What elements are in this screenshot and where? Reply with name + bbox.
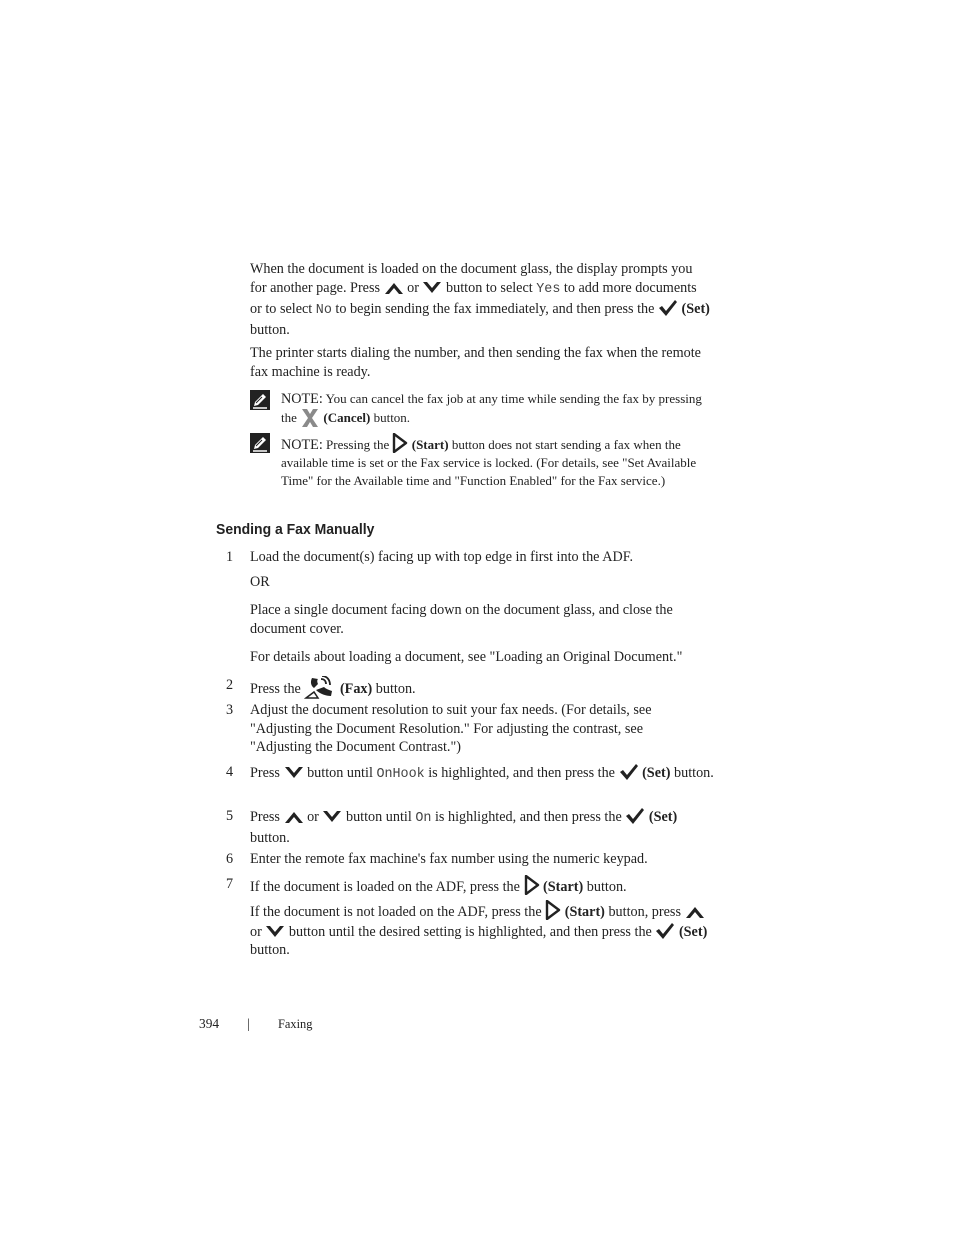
down-arrow-icon [265, 924, 285, 940]
step-number: 1 [226, 549, 234, 565]
step-7-not-loaded: If the document is not loaded on the ADF, press the (Start) button, press or button until the desired setting is highlighted, and then press the (Set) button. [250, 900, 715, 960]
step-number: 5 [226, 808, 234, 824]
cancel-x-icon [300, 408, 320, 428]
step-number: 7 [226, 876, 234, 892]
up-arrow-icon [284, 809, 304, 825]
note-pencil-icon [250, 433, 270, 458]
up-arrow-icon [384, 280, 404, 296]
footer-separator: | [247, 1016, 250, 1031]
step-number: 4 [226, 764, 234, 780]
check-set-icon [655, 922, 675, 940]
down-arrow-icon [422, 280, 442, 296]
page-number: 394 [199, 1016, 220, 1031]
up-arrow-icon [685, 904, 705, 920]
para-document-glass: When the document is loaded on the document glass, the display prompts you for another page. Press or button to select Yes to add more documents or to select No to begin sending the fax immediately, and then press the (Set) button. [250, 261, 710, 338]
step-1-alt: Place a single document facing down on the document glass, and close the document cover. [250, 602, 673, 637]
start-triangle-icon [392, 433, 408, 453]
note-pencil-icon [250, 390, 270, 415]
step-number: 3 [226, 702, 234, 718]
step-5-text: Press or button until On is highlighted, and then press the (Set) button. [250, 809, 678, 846]
check-set-icon [619, 763, 639, 781]
step-1-or: OR [250, 574, 270, 590]
step-6-text: Enter the remote fax machine's fax number using the numeric keypad. [250, 851, 648, 867]
step-2-text: Press the (Fax) button. [250, 676, 720, 700]
step-7-text: If the document is loaded on the ADF, press the (Start) button. [250, 875, 720, 897]
step-1-text: Load the document(s) facing up with top edge in first into the ADF. [250, 549, 634, 565]
step-1-details: For details about loading a document, see "Loading an Original Document." [250, 649, 683, 665]
down-arrow-icon [322, 809, 342, 825]
fax-icon [304, 676, 336, 700]
para-dialing: The printer starts dialing the number, and then sending the fax when the remote fax machine is ready. [250, 345, 701, 380]
step-number: 6 [226, 851, 234, 867]
start-triangle-icon [524, 875, 540, 895]
section-heading: Sending a Fax Manually [216, 521, 375, 538]
step-number: 2 [226, 677, 234, 693]
start-triangle-icon [545, 900, 561, 920]
footer-section: Faxing [278, 1017, 313, 1031]
down-arrow-icon [284, 765, 304, 781]
step-4-text: Press button until OnHook is highlighted, and then press the (Set) button. [250, 765, 714, 782]
check-set-icon [625, 807, 645, 825]
note-start: NOTE: Pressing the (Start) button does not start sending a fax when the available time is set or the Fax service is locked. (For details, see "Set Available Time" for the Available time and "Function Enabled" for the Fax service.) [281, 433, 713, 489]
step-3-text: Adjust the document resolution to suit your fax needs. (For details, see "Adjusting the Document Resolution." For adjusting the contrast, see "Adjusting the Document Contrast.") [250, 702, 652, 756]
check-set-icon [658, 299, 678, 317]
note-cancel: NOTE: You can cancel the fax job at any time while sending the fax by pressing the (Cancel) button. [281, 390, 713, 428]
